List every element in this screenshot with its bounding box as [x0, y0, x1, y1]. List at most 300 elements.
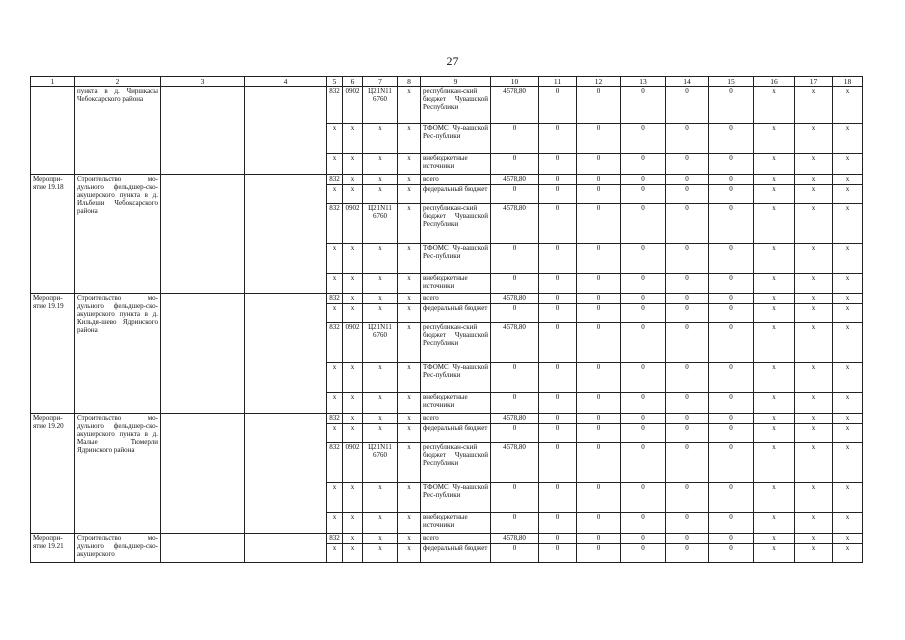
funding-source-cell: федеральный бюджет: [421, 424, 491, 443]
table-cell: x: [398, 154, 421, 175]
responsible-cell: [161, 534, 245, 563]
table-cell: 0: [666, 443, 709, 483]
column-number-header: 17: [795, 77, 833, 87]
table-cell: 0: [709, 124, 754, 154]
funding-source-cell: ТФОМС Чу-вашской Рес-публики: [421, 124, 491, 154]
table-cell: 4578,80: [491, 414, 539, 424]
table-cell: x: [833, 304, 863, 323]
table-cell: 0: [709, 414, 754, 424]
funding-source-cell: ТФОМС Чу-вашской Рес-публики: [421, 244, 491, 274]
table-cell: 0: [621, 124, 666, 154]
table-cell: x: [754, 443, 795, 483]
table-cell: 0: [709, 185, 754, 204]
table-cell: x: [343, 154, 363, 175]
table-cell: x: [795, 294, 833, 304]
table-cell: 0: [666, 424, 709, 443]
table-cell: 0: [577, 154, 621, 175]
table-cell: 0: [539, 87, 577, 124]
table-cell: x: [833, 294, 863, 304]
table-cell: 0: [709, 175, 754, 185]
table-cell: 4578,80: [491, 294, 539, 304]
table-cell: x: [833, 323, 863, 363]
table-cell: 0: [577, 414, 621, 424]
table-cell: 0: [491, 363, 539, 393]
table-cell: 0902: [343, 323, 363, 363]
table-cell: 0: [577, 204, 621, 244]
table-cell: x: [363, 393, 398, 414]
table-cell: x: [327, 513, 343, 534]
table-cell: 0: [666, 483, 709, 513]
responsible-cell: [161, 87, 245, 175]
table-cell: 0: [491, 244, 539, 274]
table-cell: 4578,80: [491, 87, 539, 124]
table-cell: 0: [577, 304, 621, 323]
table-cell: 0: [621, 414, 666, 424]
table-cell: 0: [709, 244, 754, 274]
table-cell: x: [363, 274, 398, 294]
table-cell: 4578,80: [491, 204, 539, 244]
table-cell: 0: [577, 294, 621, 304]
measure-name-cell: Строительство мо-дульного фельдшер-ско-акушерского пункта в д. Малые Тюмерли Ядринского района: [75, 414, 161, 534]
column-number-header: 18: [833, 77, 863, 87]
table-cell: 0: [621, 154, 666, 175]
funding-source-cell: республикан-ский бюджет Чувашской Республики: [421, 204, 491, 244]
table-cell: x: [327, 363, 343, 393]
table-cell: x: [795, 304, 833, 323]
column-number-header: 9: [421, 77, 491, 87]
table-cell: 0: [491, 124, 539, 154]
measure-name-cell: пункта в д. Чиршкасы Чебоксарского района: [75, 87, 161, 175]
table-cell: 0902: [343, 87, 363, 124]
table-cell: 0: [666, 154, 709, 175]
table-cell: x: [795, 544, 833, 563]
table-cell: x: [833, 124, 863, 154]
table-cell: x: [327, 185, 343, 204]
table-cell: x: [363, 534, 398, 544]
table-cell: 0: [539, 363, 577, 393]
table-cell: 0: [666, 323, 709, 363]
table-cell: 0: [621, 185, 666, 204]
table-cell: x: [398, 323, 421, 363]
funding-source-cell: всего: [421, 414, 491, 424]
funding-source-cell: внебюджетные источники: [421, 274, 491, 294]
table-row: [31, 414, 863, 424]
funding-source-cell: внебюджетные источники: [421, 154, 491, 175]
column-number-header: 14: [666, 77, 709, 87]
table-cell: x: [833, 443, 863, 483]
table-cell: 0: [491, 513, 539, 534]
table-cell: x: [363, 544, 398, 563]
table-cell: 0: [621, 323, 666, 363]
table-cell: x: [833, 244, 863, 274]
table-cell: x: [398, 185, 421, 204]
column-number-header: 3: [161, 77, 245, 87]
table-cell: 0: [539, 124, 577, 154]
funding-source-cell: ТФОМС Чу-вашской Рес-публики: [421, 363, 491, 393]
table-cell: 0: [491, 393, 539, 414]
table-cell: 0: [491, 185, 539, 204]
funding-source-cell: республикан-ский бюджет Чувашской Республики: [421, 87, 491, 124]
table-cell: x: [754, 393, 795, 414]
table-cell: x: [833, 175, 863, 185]
table-cell: 0: [577, 363, 621, 393]
table-cell: 832: [327, 414, 343, 424]
table-cell: 832: [327, 204, 343, 244]
table-cell: x: [327, 544, 343, 563]
table-cell: 0: [666, 204, 709, 244]
table-cell: 0: [709, 544, 754, 563]
column-number-header: 5: [327, 77, 343, 87]
funding-source-cell: республикан-ский бюджет Чувашской Республики: [421, 323, 491, 363]
table-cell: 0: [491, 483, 539, 513]
table-cell: x: [754, 185, 795, 204]
table-cell: 0: [577, 483, 621, 513]
table-cell: 0: [709, 534, 754, 544]
column-number-header: 16: [754, 77, 795, 87]
table-cell: 0: [577, 87, 621, 124]
table-cell: 0: [709, 363, 754, 393]
table-cell: 0: [621, 294, 666, 304]
participants-cell: [245, 534, 327, 563]
table-cell: x: [795, 393, 833, 414]
table-cell: 832: [327, 175, 343, 185]
table-cell: x: [343, 274, 363, 294]
table-cell: x: [833, 513, 863, 534]
table-cell: x: [398, 483, 421, 513]
table-cell: 0: [621, 483, 666, 513]
table-cell: x: [833, 534, 863, 544]
table-cell: 0: [577, 124, 621, 154]
table-cell: 0: [539, 244, 577, 274]
table-cell: 0: [666, 513, 709, 534]
table-cell: x: [795, 323, 833, 363]
table-cell: 0902: [343, 443, 363, 483]
table-cell: x: [833, 87, 863, 124]
table-cell: x: [795, 175, 833, 185]
table-cell: 0: [709, 294, 754, 304]
table-cell: 0: [577, 393, 621, 414]
column-number-header: 1: [31, 77, 75, 87]
table-cell: x: [398, 175, 421, 185]
table-cell: x: [754, 244, 795, 274]
table-cell: x: [327, 244, 343, 274]
table-cell: x: [754, 483, 795, 513]
table-cell: 0: [577, 244, 621, 274]
table-cell: 0: [666, 393, 709, 414]
column-number-header: 12: [577, 77, 621, 87]
table-cell: 0: [621, 363, 666, 393]
table-cell: x: [343, 534, 363, 544]
table-cell: 0: [666, 414, 709, 424]
table-cell: x: [398, 294, 421, 304]
table-cell: 0: [491, 424, 539, 443]
table-cell: 0: [709, 443, 754, 483]
table-cell: x: [833, 544, 863, 563]
table-cell: x: [795, 124, 833, 154]
table-cell: 0: [539, 304, 577, 323]
table-header-row: [31, 77, 863, 87]
table-cell: x: [343, 393, 363, 414]
table-cell: 0: [709, 424, 754, 443]
table-cell: 0: [666, 534, 709, 544]
table-cell: 0: [621, 304, 666, 323]
funding-source-cell: внебюджетные источники: [421, 393, 491, 414]
table-cell: x: [343, 544, 363, 563]
table-cell: 0: [577, 274, 621, 294]
table-cell: x: [398, 544, 421, 563]
table-cell: 0: [709, 323, 754, 363]
table-cell: x: [795, 414, 833, 424]
table-cell: x: [363, 244, 398, 274]
table-cell: x: [327, 424, 343, 443]
column-number-header: 4: [245, 77, 327, 87]
measure-id-cell: Меропри-ятие 19.20: [31, 414, 75, 534]
table-cell: x: [363, 483, 398, 513]
table-cell: x: [754, 304, 795, 323]
table-cell: 0: [621, 544, 666, 563]
table-cell: x: [398, 414, 421, 424]
table-cell: x: [363, 304, 398, 323]
table-cell: 4578,80: [491, 175, 539, 185]
funding-source-cell: федеральный бюджет: [421, 304, 491, 323]
measure-id-cell: Меропри-ятие 19.18: [31, 175, 75, 294]
table-cell: x: [754, 363, 795, 393]
table-cell: 832: [327, 323, 343, 363]
measure-id-cell: [31, 87, 75, 175]
table-cell: x: [754, 323, 795, 363]
table-cell: 0: [621, 393, 666, 414]
table-cell: x: [398, 534, 421, 544]
column-number-header: 2: [75, 77, 161, 87]
table-cell: x: [398, 424, 421, 443]
table-cell: 0: [577, 175, 621, 185]
table-cell: x: [398, 87, 421, 124]
table-cell: x: [754, 204, 795, 244]
table-cell: 0: [577, 513, 621, 534]
table-cell: 0: [539, 534, 577, 544]
table-cell: 0: [621, 534, 666, 544]
table-cell: x: [795, 244, 833, 274]
table-cell: 0: [491, 274, 539, 294]
participants-cell: [245, 175, 327, 294]
table-cell: x: [754, 175, 795, 185]
table-cell: x: [754, 124, 795, 154]
table-cell: x: [795, 534, 833, 544]
table-cell: x: [398, 204, 421, 244]
table-row: [31, 87, 863, 124]
column-number-header: 6: [343, 77, 363, 87]
table-cell: 0: [539, 424, 577, 443]
funding-source-cell: всего: [421, 175, 491, 185]
table-cell: 832: [327, 87, 343, 124]
table-cell: 0: [666, 363, 709, 393]
table-cell: Ц21N11 6760: [363, 87, 398, 124]
table-cell: x: [343, 304, 363, 323]
table-cell: x: [363, 424, 398, 443]
table-cell: x: [363, 294, 398, 304]
table-cell: x: [795, 154, 833, 175]
table-cell: x: [398, 443, 421, 483]
table-cell: Ц21N11 6760: [363, 204, 398, 244]
table-cell: 0: [539, 204, 577, 244]
table-cell: x: [754, 294, 795, 304]
table-cell: 0: [539, 393, 577, 414]
measure-name-cell: Строительство мо-дульного фельдшер-ско-акушерского пункта в д. Кильдя-шево Ядринского района: [75, 294, 161, 414]
table-cell: x: [398, 363, 421, 393]
table-cell: 0: [709, 483, 754, 513]
table-cell: 0: [491, 304, 539, 323]
table-cell: x: [327, 154, 343, 175]
funding-source-cell: федеральный бюджет: [421, 185, 491, 204]
table-cell: x: [363, 185, 398, 204]
table-cell: 0: [666, 87, 709, 124]
table-cell: x: [343, 414, 363, 424]
table-cell: x: [795, 87, 833, 124]
table-cell: 0: [539, 443, 577, 483]
table-cell: x: [363, 154, 398, 175]
table-cell: x: [398, 513, 421, 534]
table-cell: x: [795, 513, 833, 534]
table-cell: 0: [621, 244, 666, 274]
table-cell: x: [795, 443, 833, 483]
table-cell: x: [363, 513, 398, 534]
table-cell: 0: [539, 294, 577, 304]
table-cell: 832: [327, 443, 343, 483]
table-cell: x: [327, 304, 343, 323]
table-cell: 0: [539, 544, 577, 563]
table-cell: x: [363, 363, 398, 393]
page-number: 27: [446, 54, 459, 68]
table-cell: 4578,80: [491, 534, 539, 544]
table-cell: 0: [539, 414, 577, 424]
table-cell: x: [398, 304, 421, 323]
funding-source-cell: всего: [421, 294, 491, 304]
measure-name-cell: Строительство мо-дульного фельдшер-ско-акушерского пункта в д. Ильбеши Чебоксарского района: [75, 175, 161, 294]
table-cell: 0: [666, 244, 709, 274]
table-cell: 0: [666, 274, 709, 294]
table-cell: x: [754, 154, 795, 175]
table-cell: x: [343, 424, 363, 443]
table-cell: 832: [327, 534, 343, 544]
table-cell: x: [754, 87, 795, 124]
table-cell: 0: [491, 544, 539, 563]
table-cell: x: [343, 175, 363, 185]
funding-source-cell: всего: [421, 534, 491, 544]
table-cell: x: [398, 274, 421, 294]
table-cell: 0: [666, 304, 709, 323]
table-cell: x: [343, 124, 363, 154]
table-cell: 4578,80: [491, 323, 539, 363]
table-cell: 0: [539, 154, 577, 175]
table-cell: x: [327, 124, 343, 154]
table-cell: x: [343, 185, 363, 204]
table-cell: 0: [709, 87, 754, 124]
table-cell: 0: [539, 175, 577, 185]
table-cell: x: [754, 513, 795, 534]
table-cell: 4578,80: [491, 443, 539, 483]
table-cell: 0: [666, 185, 709, 204]
participants-cell: [245, 294, 327, 414]
table-cell: x: [833, 414, 863, 424]
column-number-header: 13: [621, 77, 666, 87]
table-cell: 0: [709, 274, 754, 294]
table-cell: 0: [539, 274, 577, 294]
table-cell: x: [833, 483, 863, 513]
table-cell: 0: [577, 544, 621, 563]
table-cell: 0: [577, 534, 621, 544]
table-cell: 0: [709, 154, 754, 175]
table-cell: 0: [539, 323, 577, 363]
table-cell: 0: [621, 274, 666, 294]
table-cell: x: [398, 124, 421, 154]
measure-name-cell: Строительство мо-дульного фельдшер-ско-акушерского: [75, 534, 161, 563]
table-cell: x: [795, 483, 833, 513]
table-cell: x: [795, 363, 833, 393]
table-cell: x: [398, 393, 421, 414]
table-cell: x: [754, 544, 795, 563]
column-number-header: 10: [491, 77, 539, 87]
column-number-header: 7: [363, 77, 398, 87]
table-cell: x: [363, 414, 398, 424]
table-cell: 0: [577, 424, 621, 443]
table-cell: x: [343, 483, 363, 513]
table-cell: 0: [666, 294, 709, 304]
column-number-header: 15: [709, 77, 754, 87]
funding-source-cell: ТФОМС Чу-вашской Рес-публики: [421, 483, 491, 513]
table-cell: 0: [577, 323, 621, 363]
table-cell: x: [754, 274, 795, 294]
table-row: [31, 294, 863, 304]
table-cell: x: [327, 274, 343, 294]
table-cell: 0: [666, 175, 709, 185]
table-cell: 0: [621, 443, 666, 483]
column-number-header: 8: [398, 77, 421, 87]
table-cell: x: [363, 124, 398, 154]
table-cell: x: [833, 393, 863, 414]
table-cell: x: [343, 363, 363, 393]
table-cell: x: [833, 274, 863, 294]
table-cell: 0: [621, 87, 666, 124]
table-cell: 0: [577, 443, 621, 483]
funding-source-cell: федеральный бюджет: [421, 544, 491, 563]
table-cell: x: [795, 424, 833, 443]
table-cell: x: [833, 185, 863, 204]
table-cell: x: [833, 424, 863, 443]
table-cell: x: [363, 175, 398, 185]
table-cell: x: [795, 185, 833, 204]
table-cell: Ц21N11 6760: [363, 323, 398, 363]
table-cell: x: [833, 204, 863, 244]
measure-id-cell: Меропри-ятие 19.21: [31, 534, 75, 563]
table-cell: 0: [621, 424, 666, 443]
measure-id-cell: Меропри-ятие 19.19: [31, 294, 75, 414]
table-row: [31, 175, 863, 185]
table-cell: 0: [539, 185, 577, 204]
table-cell: x: [343, 513, 363, 534]
table-cell: x: [833, 363, 863, 393]
table-cell: 0: [709, 513, 754, 534]
table-cell: x: [327, 483, 343, 513]
participants-cell: [245, 414, 327, 534]
table-cell: x: [343, 294, 363, 304]
table-cell: x: [754, 534, 795, 544]
table-cell: 0902: [343, 204, 363, 244]
table-cell: 0: [621, 204, 666, 244]
table-cell: x: [398, 244, 421, 274]
table-cell: 0: [709, 204, 754, 244]
funding-source-cell: внебюджетные источники: [421, 513, 491, 534]
table-cell: x: [327, 393, 343, 414]
